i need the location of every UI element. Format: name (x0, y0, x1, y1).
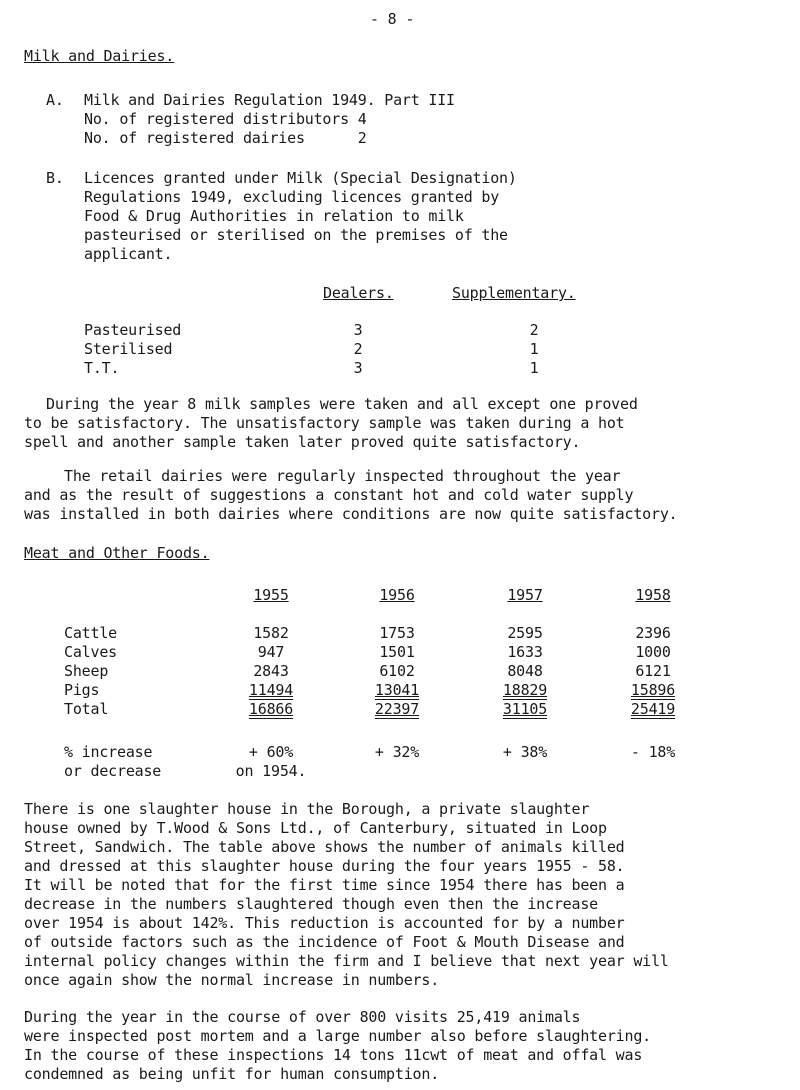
licence-row-supplementary: 2 (529, 321, 539, 339)
animal-count: 1633 (507, 643, 543, 661)
change-value: + 60% (248, 743, 294, 761)
animal-total-value: 16866 (248, 700, 294, 718)
item-a-line: No. of registered dairies 2 (84, 129, 367, 147)
meat-paragraph-line: Street, Sandwich. The table above shows the number of animals killed (24, 838, 625, 856)
animal-count: 947 (257, 643, 285, 661)
meat-paragraph-line: In the course of these inspections 14 tons 11cwt of meat and offal was (24, 1046, 643, 1064)
animal-count-value: 15896 (630, 681, 676, 699)
animal-count (613, 681, 693, 700)
animal-count: 1501 (379, 643, 415, 661)
licence-row-supplementary: 1 (529, 359, 539, 377)
animal-total-value: 31105 (502, 700, 548, 718)
page-number: - 8 - (370, 10, 415, 28)
item-b-label: B. (46, 169, 64, 187)
animal-row-label: Sheep (64, 662, 109, 680)
animal-count-value: 11494 (248, 681, 294, 699)
animal-count: 6102 (379, 662, 415, 680)
animal-row-label: Calves (64, 643, 117, 661)
change-value: + 32% (374, 743, 420, 761)
animal-count: 1753 (379, 624, 415, 642)
animal-count: 8048 (507, 662, 543, 680)
item-b-line: pasteurised or sterilised on the premises of the (84, 226, 508, 244)
animal-count-value: 18829 (502, 681, 548, 699)
milk-paragraph-line: to be satisfactory. The unsatisfactory sample was taken during a hot (24, 414, 625, 432)
milk-paragraph-line: was installed in both dairies where conditions are now quite satisfactory. (24, 505, 678, 523)
item-b-line: Regulations 1949, excluding licences granted by (84, 188, 500, 206)
item-b-line: applicant. (84, 245, 173, 263)
year-header: 1955 (253, 586, 289, 604)
meat-paragraph-line: once again show the normal increase in numbers. (24, 971, 440, 989)
licence-row-dealers: 2 (353, 340, 363, 358)
animal-total (485, 700, 565, 719)
licence-row-supplementary: 1 (529, 340, 539, 358)
milk-section-heading: Milk and Dairies. (24, 47, 175, 65)
item-a-line: No. of registered distributors 4 (84, 110, 367, 128)
milk-paragraph-line: and as the result of suggestions a constant hot and cold water supply (24, 486, 634, 504)
animal-total (613, 700, 693, 719)
milk-paragraph-line: During the year 8 milk samples were taken and all except one proved (46, 395, 638, 413)
licence-row-dealers: 3 (353, 321, 363, 339)
licence-row-label: Sterilised (84, 340, 173, 358)
meat-paragraph-line: internal policy changes within the firm and I believe that next year will (24, 952, 669, 970)
meat-paragraph-line: It will be noted that for the first time since 1954 there has been a (24, 876, 625, 894)
animal-count: 2396 (635, 624, 671, 642)
animal-total-value: 22397 (374, 700, 420, 718)
animal-count (357, 681, 437, 700)
meat-section-heading: Meat and Other Foods. (24, 544, 210, 562)
licence-row-dealers: 3 (353, 359, 363, 377)
item-b-line: Food & Drug Authorities in relation to milk (84, 207, 464, 225)
year-header: 1958 (635, 586, 671, 604)
meat-paragraph-line: were inspected post mortem and a large number also before slaughtering. (24, 1027, 651, 1045)
milk-paragraph-line: spell and another sample taken later proved quite satisfactory. (24, 433, 581, 451)
animal-total (231, 700, 311, 719)
item-a-label: A. (46, 91, 64, 109)
animal-count: 1582 (253, 624, 289, 642)
meat-paragraph-line: and dressed at this slaughter house during the four years 1955 - 58. (24, 857, 625, 875)
animal-count: 6121 (635, 662, 671, 680)
item-b-line: Licences granted under Milk (Special Designation) (84, 169, 517, 187)
change-value: + 38% (502, 743, 548, 761)
animal-row-label: Cattle (64, 624, 117, 642)
meat-paragraph-line: over 1954 is about 142%. This reduction is accounted for by a number (24, 914, 625, 932)
meat-paragraph-line: of outside factors such as the incidence of Foot & Mouth Disease and (24, 933, 625, 951)
animal-count (231, 681, 311, 700)
animal-total-value: 25419 (630, 700, 676, 718)
year-header: 1957 (507, 586, 543, 604)
animal-count: 1000 (635, 643, 671, 661)
animal-count (485, 681, 565, 700)
licence-row-label: T.T. (84, 359, 120, 377)
meat-paragraph-line: decrease in the numbers slaughtered though even then the increase (24, 895, 598, 913)
animal-count: 2595 (507, 624, 543, 642)
milk-paragraph-line: The retail dairies were regularly inspected throughout the year (64, 467, 621, 485)
item-a-line: Milk and Dairies Regulation 1949. Part III (84, 91, 455, 109)
change-label: or decrease (64, 762, 162, 780)
meat-paragraph-line: During the year in the course of over 800 visits 25,419 animals (24, 1008, 581, 1026)
animal-total (357, 700, 437, 719)
licence-col-supplementary: Supplementary. (452, 284, 576, 302)
change-note: on 1954. (235, 762, 307, 780)
meat-paragraph-line: There is one slaughter house in the Borough, a private slaughter (24, 800, 590, 818)
animal-count-value: 13041 (374, 681, 420, 699)
animal-count: 2843 (253, 662, 289, 680)
licence-row-label: Pasteurised (84, 321, 182, 339)
animal-row-label: Pigs (64, 681, 100, 699)
year-header: 1956 (379, 586, 415, 604)
animal-row-label: Total (64, 700, 109, 718)
change-value: - 18% (630, 743, 676, 761)
meat-paragraph-line: house owned by T.Wood & Sons Ltd., of Canterbury, situated in Loop (24, 819, 607, 837)
licence-col-dealers: Dealers. (323, 284, 394, 302)
meat-paragraph-line: condemned as being unfit for human consumption. (24, 1065, 440, 1083)
change-label: % increase (64, 743, 153, 761)
